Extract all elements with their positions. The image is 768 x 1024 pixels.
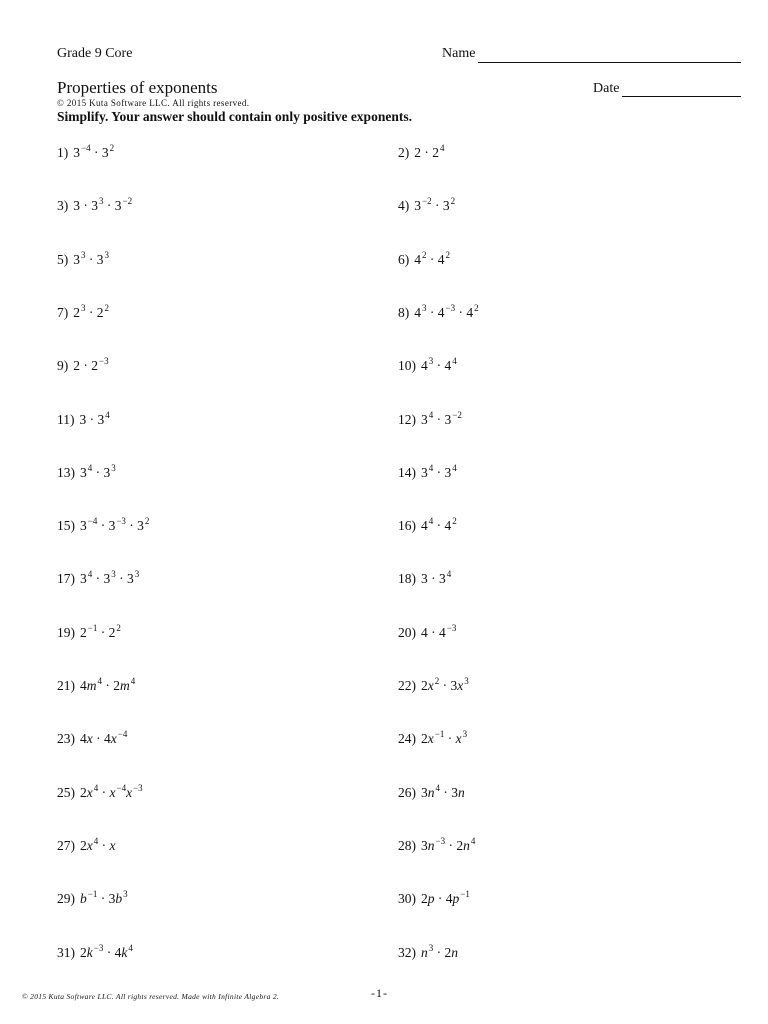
problem-expression: $2x^{-1} \cdot x^3$: [421, 729, 468, 747]
date-label: Date: [593, 81, 620, 96]
problem-number: 13): [57, 464, 75, 480]
problem-number: 1): [57, 145, 69, 160]
problem-expression: $4x \cdot 4x^{-4}$: [80, 729, 128, 747]
problem-number: 19): [57, 624, 75, 640]
problem-expression: $2 \cdot 2^{-3}$: [73, 356, 109, 374]
problem-number: 32): [398, 944, 416, 960]
problem-item: [57, 302, 109, 321]
problem-number: 11): [57, 411, 75, 427]
problem-item: [57, 409, 110, 428]
problem-item: [57, 942, 133, 961]
problem-item: [398, 835, 476, 854]
problem-item: [398, 622, 457, 641]
problem-item: [398, 678, 469, 694]
problem-item: [398, 731, 467, 747]
problem-number: 4): [398, 198, 410, 214]
problem-item: [398, 198, 455, 214]
problem-item: [57, 835, 116, 854]
problem-item: [57, 891, 128, 907]
problem-number: 16): [398, 518, 416, 534]
problem-number: 17): [57, 571, 75, 587]
problem-number: 7): [57, 304, 69, 320]
problem-expression: $4^2 \cdot 4^2$: [414, 249, 450, 267]
problem-expression: $n^3 \cdot 2n$: [421, 942, 458, 960]
problem-item: [398, 571, 451, 587]
problem-number: 8): [398, 304, 410, 320]
footer-copyright: © 2015 Kuta Software LLC. All rights reserved. Made with Infinite Algebra 2.: [22, 992, 280, 1001]
problem-number: 18): [398, 571, 416, 587]
problem-number: 24): [398, 731, 416, 747]
problem-number: 30): [398, 891, 416, 907]
problem-item: [57, 518, 149, 534]
problem-expression: $3^4 \cdot 3^3 \cdot 3^3$: [80, 569, 140, 587]
instructions: Simplify. Your answer should contain only positive exponents.: [57, 109, 412, 124]
problem-expression: $3^3 \cdot 3^3$: [73, 249, 109, 267]
problem-number: 26): [398, 784, 416, 800]
problem-expression: $3^4 \cdot 3^3$: [80, 462, 116, 480]
problem-number: 14): [398, 464, 416, 480]
problem-expression: $3 \cdot 3^3 \cdot 3^{-2}$: [73, 196, 133, 214]
problem-item: [398, 409, 462, 428]
problem-item: [398, 518, 457, 534]
name-blank-line[interactable]: [478, 62, 741, 63]
problem-expression: $3 \cdot 3^4$: [421, 569, 452, 587]
problem-expression: $4m^4 \cdot 2m^4$: [80, 676, 136, 693]
problem-number: 25): [57, 784, 75, 800]
problem-item: [398, 942, 458, 961]
problem-item: [57, 622, 121, 641]
problem-expression: $4^3 \cdot 4^4$: [421, 356, 457, 374]
problem-item: [398, 145, 445, 161]
problem-expression: $3n^{-3} \cdot 2n^4$: [421, 835, 476, 853]
problem-number: 15): [57, 518, 75, 534]
name-label: Name: [442, 46, 476, 61]
problem-number: 2): [398, 145, 410, 160]
header-copyright: © 2015 Kuta Software LLC. All rights reserved.: [57, 98, 250, 108]
problem-number: 22): [398, 678, 416, 693]
problem-expression: $2^{-1} \cdot 2^2$: [80, 622, 121, 640]
problem-expression: $2k^{-3} \cdot 4k^4$: [80, 942, 133, 960]
problem-number: 21): [57, 678, 75, 693]
problem-number: 27): [57, 837, 75, 853]
date-blank-line[interactable]: [622, 96, 741, 97]
problem-item: [57, 145, 114, 161]
page-number: -1-: [371, 986, 388, 1000]
problem-item: [57, 358, 109, 374]
problem-expression: $3^{-4} \cdot 3^{-3} \cdot 3^2$: [80, 516, 150, 534]
problem-expression: $3^{-4} \cdot 3^2$: [73, 143, 115, 160]
problem-expression: $2x^2 \cdot 3x^3$: [421, 676, 469, 693]
problem-expression: $3n^4 \cdot 3n$: [421, 782, 465, 800]
problem-item: [57, 571, 139, 587]
problem-number: 29): [57, 891, 75, 907]
problem-number: 31): [57, 944, 75, 960]
problem-item: [57, 249, 109, 268]
problem-expression: $2^3 \cdot 2^2$: [73, 302, 109, 320]
problem-item: [57, 198, 132, 214]
problem-expression: $3^{-2} \cdot 3^2$: [414, 196, 456, 214]
worksheet-title: Properties of exponents: [57, 78, 218, 97]
problem-item: [57, 462, 116, 481]
problem-number: 3): [57, 198, 69, 214]
problem-expression: $4 \cdot 4^{-3}$: [421, 622, 457, 640]
problem-expression: $2x^4 \cdot x^{-4}x^{-3}$: [80, 782, 143, 800]
problem-number: 20): [398, 624, 416, 640]
problem-item: [398, 302, 479, 321]
problem-item: [398, 462, 457, 481]
problem-expression: $4^3 \cdot 4^{-3} \cdot 4^2$: [414, 302, 479, 320]
problem-expression: $3^4 \cdot 3^4$: [421, 462, 457, 480]
problem-number: 6): [398, 251, 410, 267]
problem-number: 9): [57, 358, 69, 374]
problem-expression: $2 \cdot 2^4$: [414, 143, 445, 160]
problem-number: 5): [57, 251, 69, 267]
problem-expression: $4^4 \cdot 4^2$: [421, 516, 457, 534]
problem-expression: $3^4 \cdot 3^{-2}$: [421, 409, 462, 427]
problem-item: [398, 782, 465, 801]
problem-item: [398, 249, 450, 268]
problem-item: [57, 678, 135, 694]
problem-expression: $2x^4 \cdot x$: [80, 835, 116, 853]
problem-number: 23): [57, 731, 75, 747]
problem-expression: $2p \cdot 4p^{-1}$: [421, 889, 470, 907]
problem-item: [57, 782, 143, 801]
problem-expression: $3 \cdot 3^4$: [79, 409, 110, 427]
problem-number: 28): [398, 837, 416, 853]
problem-number: 12): [398, 411, 416, 427]
problem-number: 10): [398, 358, 416, 374]
course-label: Grade 9 Core: [57, 46, 133, 61]
problem-expression: $b^{-1} \cdot 3b^3$: [80, 889, 128, 907]
problem-item: [398, 891, 470, 907]
problem-item: [57, 731, 127, 747]
problem-item: [398, 358, 457, 374]
